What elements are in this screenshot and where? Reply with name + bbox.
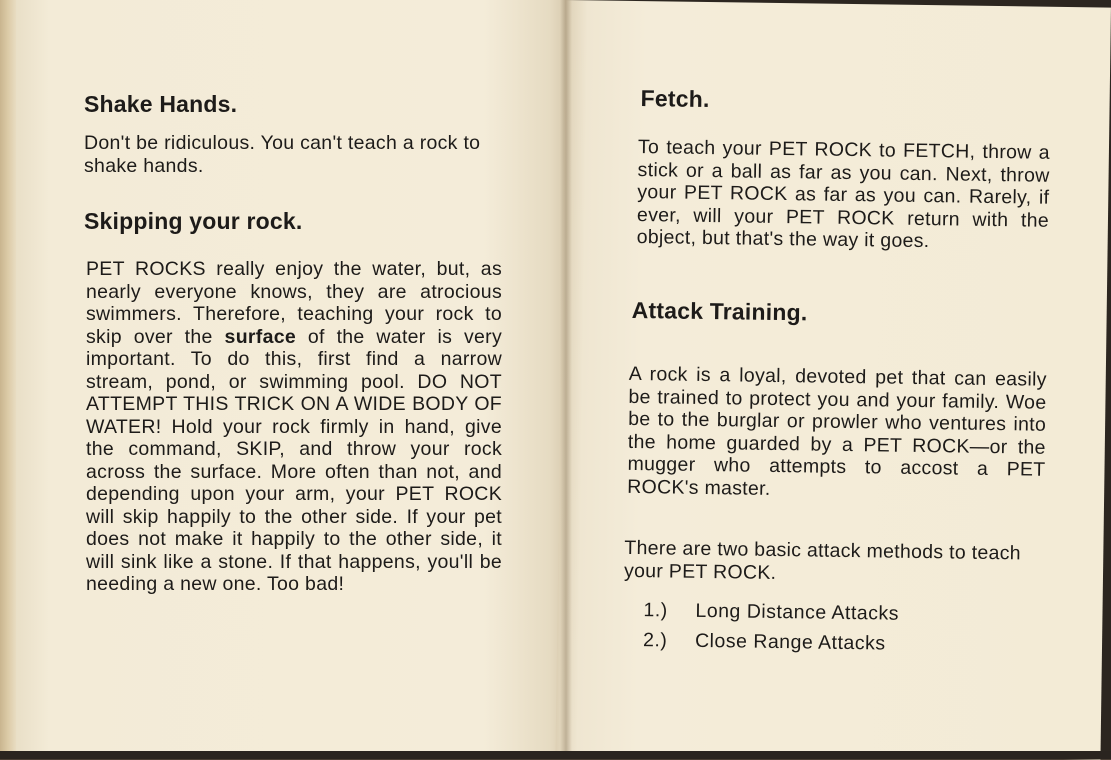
paragraph-skipping-rock: [86, 258, 502, 596]
skipping-text-after: of the water is very important. To do this, first find a narrow stream, pond, or swimming pool. DO NOT ATTEMPT THIS TRICK ON A WIDE BODY OF WATER! Hold your rock firmly in hand, give the command, SKIP, and throw your rock across the surface. More often than not, and depending upon your arm, your PET ROCK will skip happily to the other side. If your pet does not make it happily to the other side, it will sink like a stone. If that happens, you'll be needing a new one. Too bad!: [86, 325, 502, 595]
heading-fetch: Fetch.: [640, 85, 710, 113]
paragraph-fetch: [637, 136, 1051, 254]
book-left-edge: [0, 0, 16, 752]
heading-attack-training: Attack Training.: [631, 296, 808, 326]
list-item-text: Close Range Attacks: [694, 629, 886, 655]
list-item: [643, 599, 899, 633]
bottom-shadow: [0, 751, 1111, 759]
list-item-number: 1.): [643, 599, 668, 622]
right-page: [556, 0, 1111, 760]
attack-text: A rock is a loyal, devoted pet that can easily be trained to protect you and your family. Woe be to the burglar or prowler who ventures into the home guarded by a PET ROCK—or the mugger who attempts to accost a PET ROCK's master.: [627, 362, 1047, 500]
paragraph-attack-methods: [624, 537, 1039, 588]
heading-skipping-rock: Skipping your rock.: [84, 208, 303, 234]
heading-shake-hands: Shake Hands.: [84, 91, 238, 117]
attack-methods-list: [643, 599, 899, 663]
attack-methods-text: There are two basic attack methods to teach your PET ROCK.: [623, 536, 1022, 584]
skipping-text-bold: surface: [224, 325, 297, 348]
list-item: [643, 629, 899, 663]
left-page: [14, 0, 566, 752]
paragraph-shake-hands: [84, 132, 498, 177]
shake-hands-text: Don't be ridiculous. You can't teach a rock to shake hands.: [84, 132, 481, 177]
list-item-text: Long Distance Attacks: [695, 599, 900, 625]
paragraph-attack-training: [627, 363, 1047, 504]
fetch-text: To teach your PET ROCK to FETCH, throw a stick or a ball as far as you can. Next, throw your PET ROCK as far as you can. Rarely, if ever, will your PET ROCK return with the object, but that's the way it goes.: [636, 136, 1051, 253]
book-gutter: [560, 0, 572, 752]
list-item-number: 2.): [642, 629, 668, 652]
skipping-text-before: PET ROCKS really enjoy the water, but, as nearly everyone knows, they are atrocious swimmers. Therefore, teaching your rock to skip over the: [86, 258, 502, 348]
